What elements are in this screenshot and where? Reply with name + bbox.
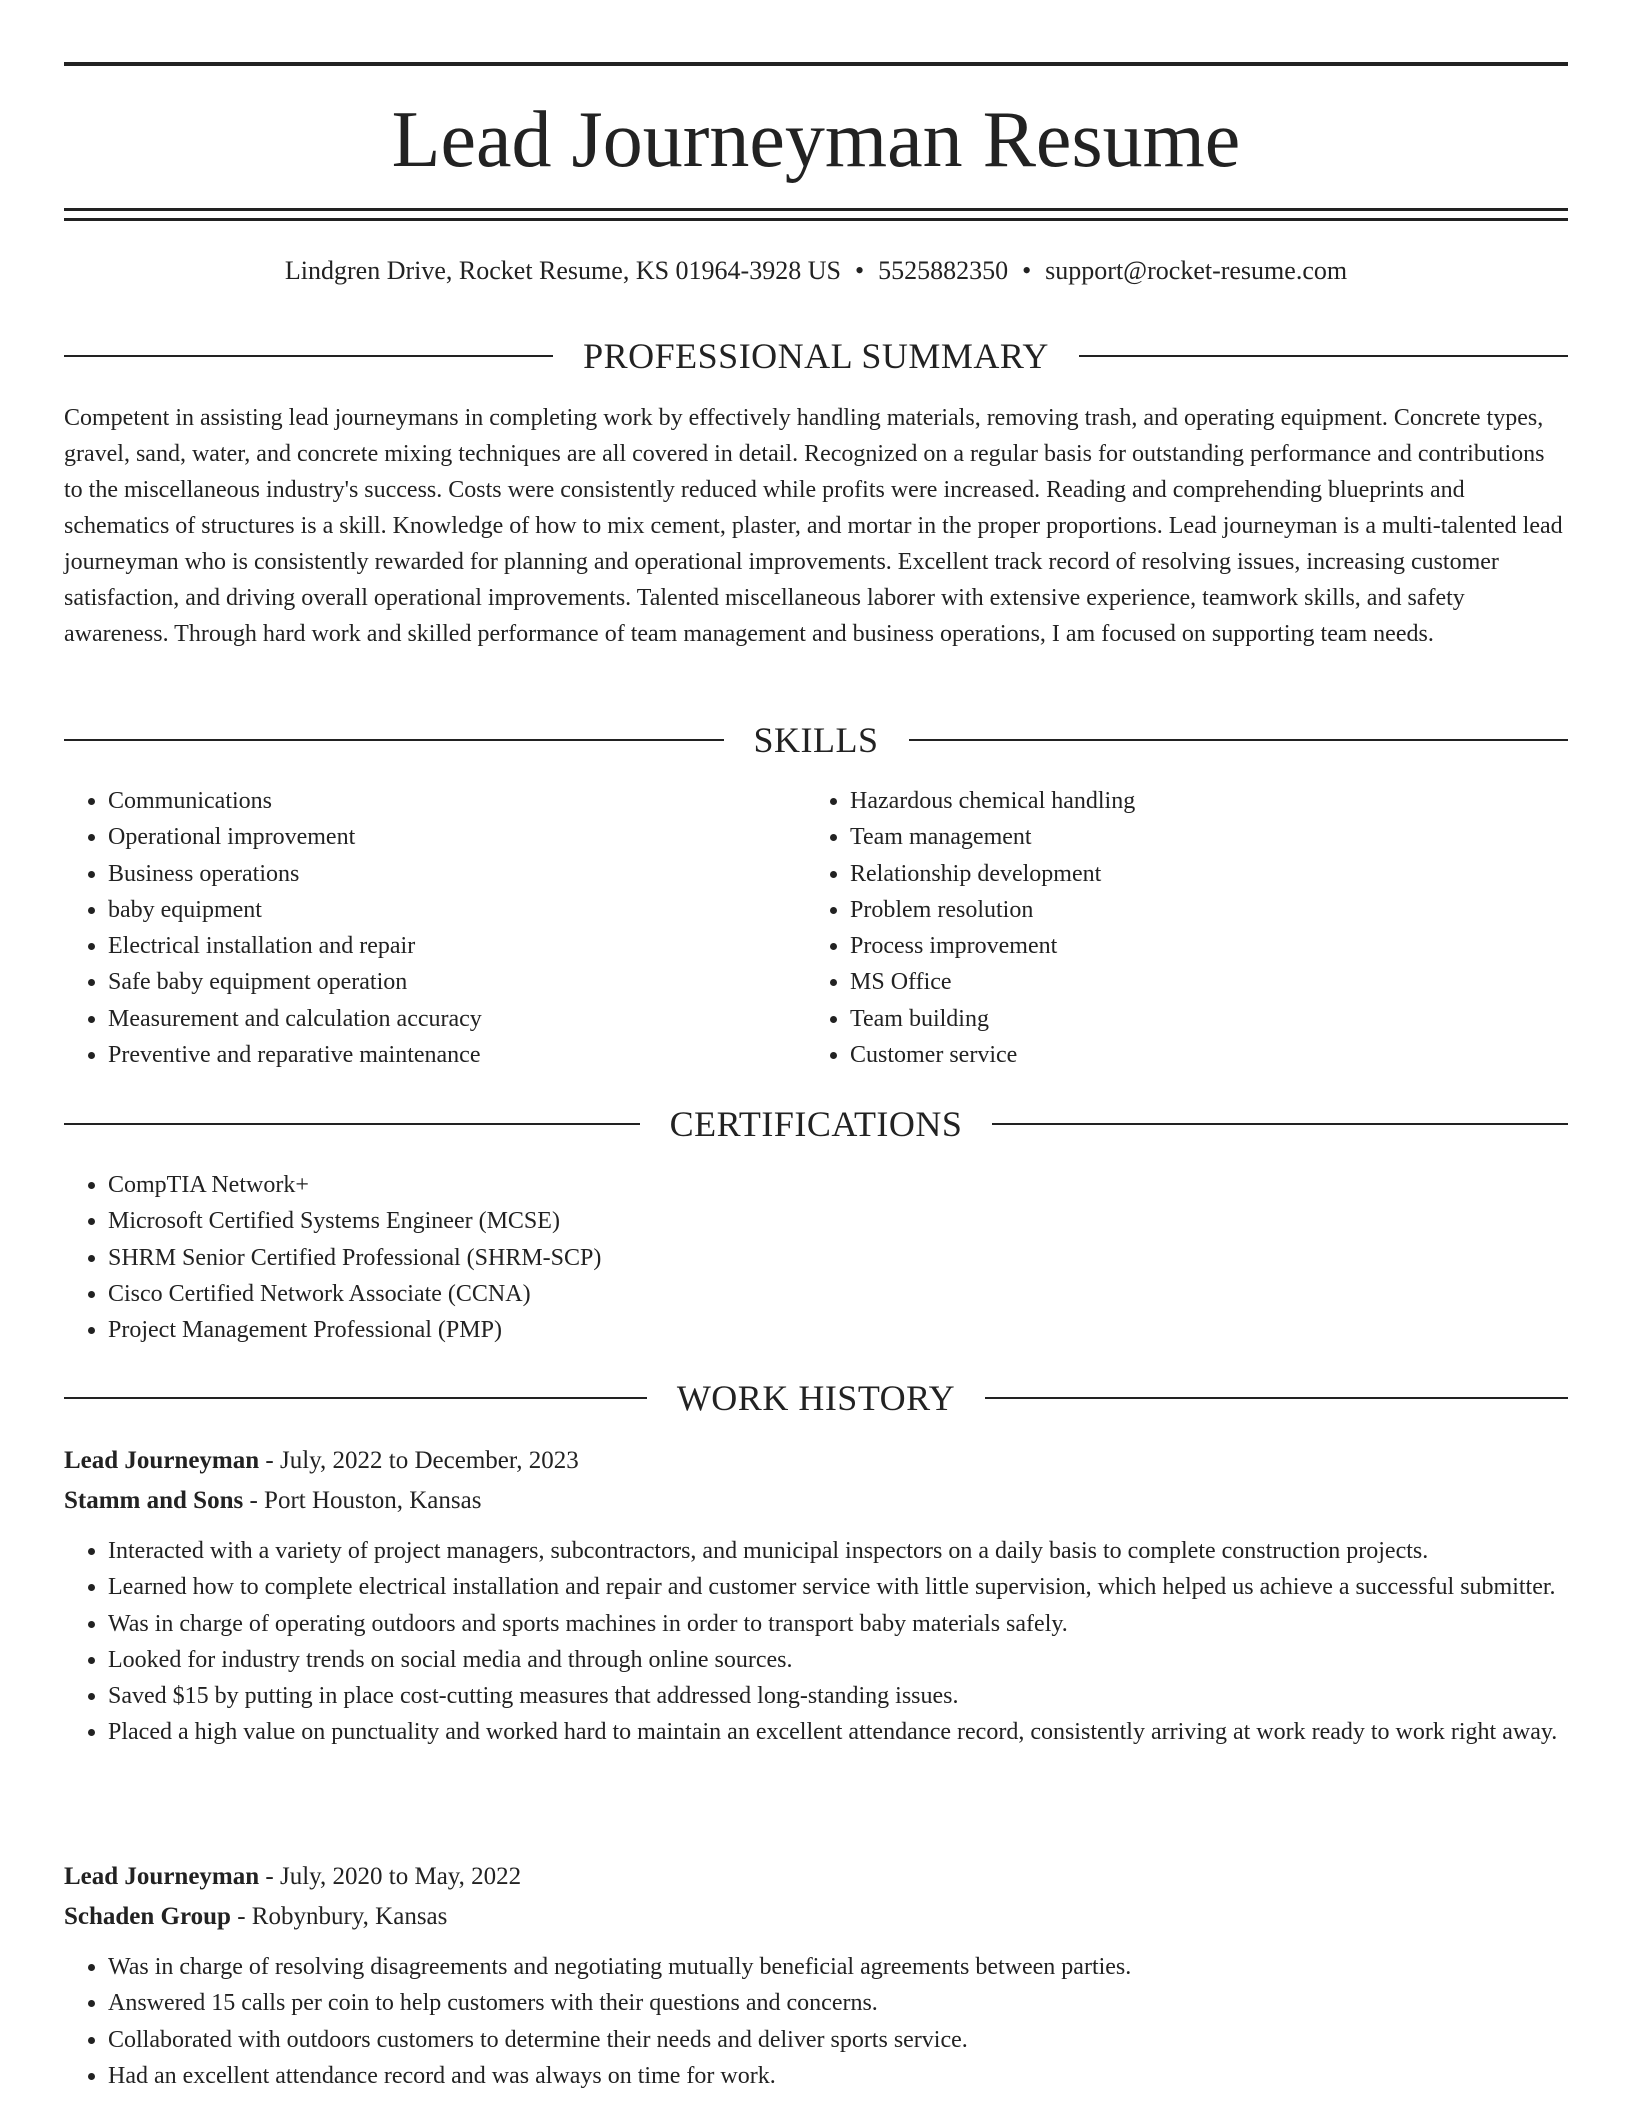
divider-line <box>64 739 724 741</box>
skill-item: • Business operations <box>108 856 806 892</box>
skill-item: • Problem resolution <box>850 892 1548 928</box>
certifications-ul <box>64 1167 1568 1348</box>
skill-item: • Electrical installation and repair <box>108 928 806 964</box>
job-bullet: • Learned how to complete electrical installation and repair and customer service with little supervision, which helped us achieve a successful submitter. <box>108 1569 1568 1605</box>
job-bullet: • Was in charge of resolving disagreements and negotiating mutually beneficial agreements between parties. <box>108 1949 1568 1985</box>
certification-item: • SHRM Senior Certified Professional (SHRM-SCP) <box>108 1240 1568 1276</box>
job-entry <box>64 1857 1568 2094</box>
page-title: Lead Journeyman Resume <box>391 96 1241 184</box>
section-title-work-history: WORK HISTORY <box>676 1378 956 1418</box>
skills-column-right <box>806 783 1548 1073</box>
certification-item: • Microsoft Certified Systems Engineer (MCSE) <box>108 1203 1568 1239</box>
skill-item: • Hazardous chemical handling <box>850 783 1548 819</box>
certification-item: • CompTIA Network+ <box>108 1167 1568 1203</box>
skills-left-list <box>64 783 806 1073</box>
divider-line <box>909 739 1569 741</box>
skill-item: • Team building <box>850 1001 1548 1037</box>
skill-item: • baby equipment <box>108 892 806 928</box>
skills-list <box>64 783 1568 1073</box>
skill-item: • Preventive and reparative maintenance <box>108 1037 806 1073</box>
contact-phone: 5525882350 <box>878 256 1009 285</box>
contact-separator: • <box>854 256 865 285</box>
job-location: - Robynbury, Kansas <box>230 1903 448 1930</box>
job-bullet: • Placed a high value on punctuality and worked hard to maintain an excellent attendance record, consistently arriving at work ready to work right away. <box>108 1714 1568 1750</box>
job-title: Lead Journeyman <box>64 1447 260 1474</box>
skill-item: • Measurement and calculation accuracy <box>108 1001 806 1037</box>
section-header-work-history <box>64 1376 1568 1420</box>
skill-item: • Team management <box>850 819 1548 855</box>
job-dates: - July, 2020 to May, 2022 <box>259 1863 522 1890</box>
job-bullets <box>64 1949 1568 2094</box>
skills-column-left <box>64 783 806 1073</box>
job-bullets <box>64 1533 1568 1751</box>
job-bullet: • Had an excellent attendance record and was always on time for work. <box>108 2058 1568 2094</box>
divider-line <box>1079 355 1568 357</box>
contact-line <box>64 254 1568 288</box>
skill-item: • Safe baby equipment operation <box>108 964 806 1000</box>
job-title: Lead Journeyman <box>64 1863 260 1890</box>
section-header-summary <box>64 334 1568 378</box>
skill-item: • Process improvement <box>850 928 1548 964</box>
section-header-skills <box>64 718 1568 762</box>
contact-address: Lindgren Drive, Rocket Resume, KS 01964-3928 US <box>284 256 841 285</box>
job-bullet: • Looked for industry trends on social media and through online sources. <box>108 1642 1568 1678</box>
contact-separator: • <box>1022 256 1032 285</box>
job-bullet: • Interacted with a variety of project managers, subcontractors, and municipal inspectors on a daily basis to complete construction projects. <box>108 1533 1568 1569</box>
skill-item: • Operational improvement <box>108 819 806 855</box>
job-company-line <box>64 1897 1568 1937</box>
title-double-rule <box>64 208 1568 221</box>
job-bullet: • Answered 15 calls per coin to help customers with their questions and concerns. <box>108 1985 1568 2021</box>
summary-text: Competent in assisting lead journeymans in completing work by effectively handling materials, removing trash, and operating equipment. Concrete types, gravel, sand, water, and concrete mixing techniques are all covered in detail. Recognized on a regular basis for outstanding performance and contributions to the miscellaneous industry's success. Costs were consistently reduced while profits were increased. Reading and comprehending blueprints and schematics of structures is a skill. Knowledge of how to mix cement, plaster, and mortar in the proper proportions. Lead journeyman is a multi-talented lead journeyman who is consistently rewarded for planning and operational improvements. Excellent track record of resolving issues, increasing customer satisfaction, and driving overall operational improvements. Talented miscellaneous laborer with extensive experience, teamwork skills, and safety awareness. Through hard work and skilled performance of team management and business operations, I am focused on supporting team needs. <box>64 405 1563 647</box>
section-title-certifications: CERTIFICATIONS <box>669 1104 963 1144</box>
section-title-summary: PROFESSIONAL SUMMARY <box>583 336 1049 376</box>
certifications-list <box>64 1167 1568 1348</box>
section-title-skills: SKILLS <box>753 720 879 760</box>
skill-item: • Relationship development <box>850 856 1548 892</box>
job-entry <box>64 1441 1568 1751</box>
divider-line <box>64 1123 640 1125</box>
job-company: Stamm and Sons <box>64 1487 244 1514</box>
divider-line <box>64 1397 647 1399</box>
job-title-line <box>64 1857 1568 1897</box>
divider-line <box>985 1397 1568 1399</box>
skills-right-list <box>806 783 1548 1073</box>
divider-line <box>64 355 553 357</box>
job-bullet: • Was in charge of operating outdoors and sports machines in order to transport baby materials safely. <box>108 1606 1568 1642</box>
contact-email: support@rocket-resume.com <box>1045 256 1348 285</box>
divider-line <box>992 1123 1568 1125</box>
job-company: Schaden Group <box>64 1903 231 1930</box>
job-dates: - July, 2022 to December, 2023 <box>259 1447 579 1474</box>
job-location: - Port Houston, Kansas <box>243 1487 482 1514</box>
section-header-certifications <box>64 1102 1568 1146</box>
skill-item: • Communications <box>108 783 806 819</box>
top-rule <box>64 62 1568 66</box>
job-title-line <box>64 1441 1568 1481</box>
job-company-line <box>64 1481 1568 1521</box>
certification-item: • Project Management Professional (PMP) <box>108 1312 1568 1348</box>
skill-item: • MS Office <box>850 964 1548 1000</box>
skill-item: • Customer service <box>850 1037 1548 1073</box>
job-bullet: • Collaborated with outdoors customers to determine their needs and deliver sports service. <box>108 2022 1568 2058</box>
job-bullet: • Saved $15 by putting in place cost-cutting measures that addressed long-standing issues. <box>108 1678 1568 1714</box>
certification-item: • Cisco Certified Network Associate (CCNA) <box>108 1276 1568 1312</box>
